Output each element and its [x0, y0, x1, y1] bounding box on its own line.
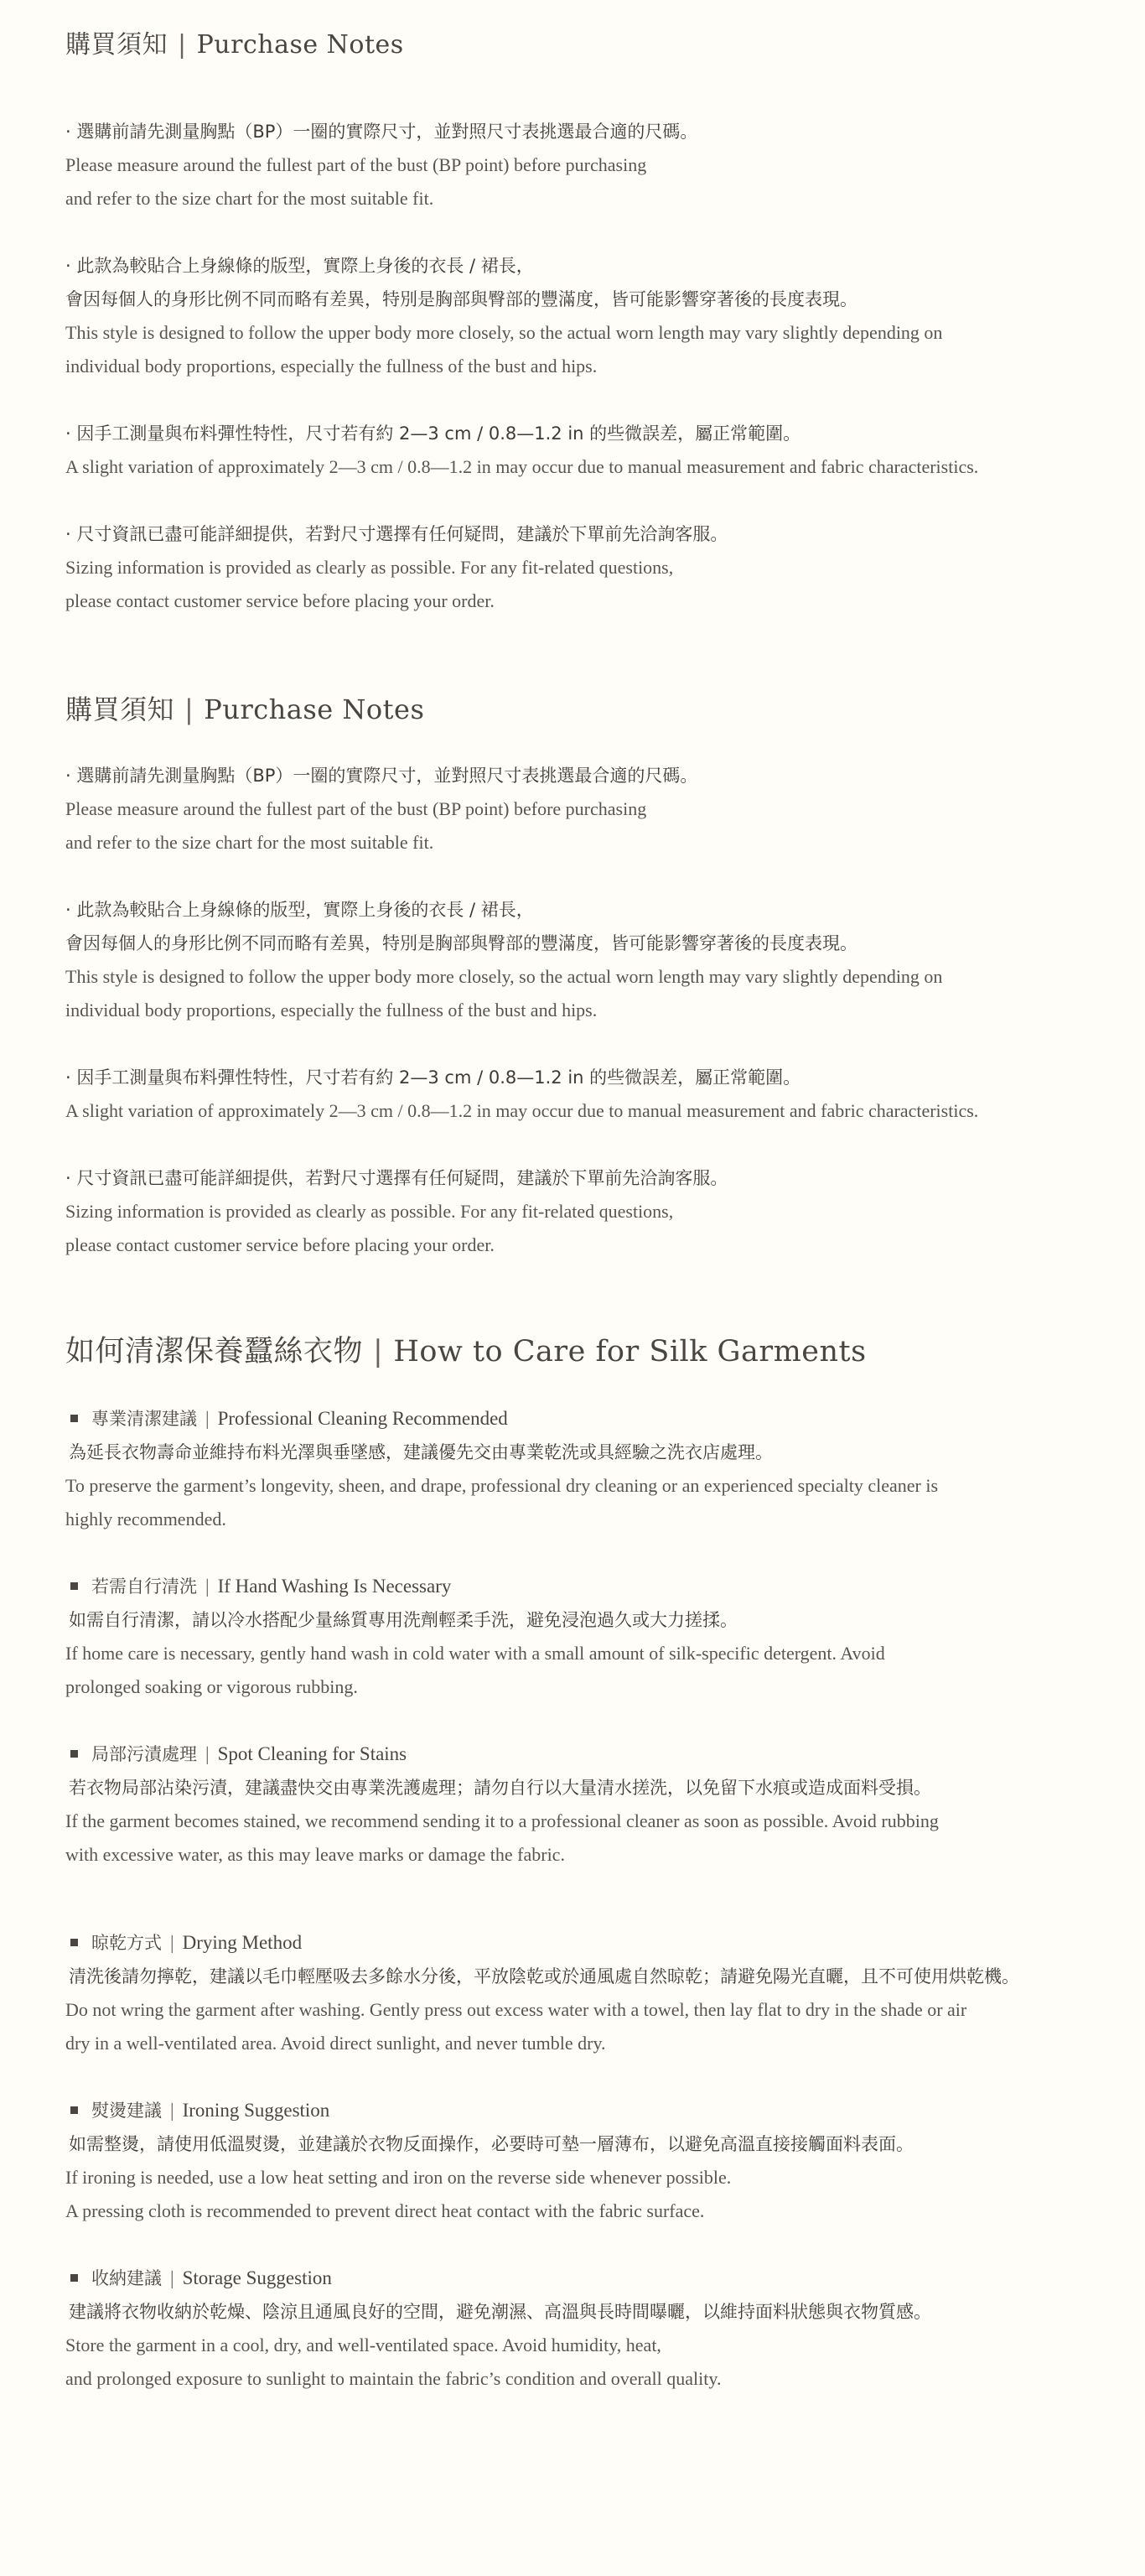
care-heading-zh: 若需自行清洗 — [91, 1576, 197, 1597]
note-line: please contact customer service before placing your order. — [65, 590, 495, 611]
care-heading-en: Storage Suggestion — [182, 2267, 332, 2288]
care-guide-title — [65, 1335, 867, 1368]
care-heading-separator: | — [205, 1408, 210, 1429]
care-text-en: If home care is necessary, gently hand wash in cold water with a small amount of silk-specific detergent. Avoid — [65, 1643, 885, 1664]
care-section-body — [65, 1771, 1130, 1872]
title-en: Purchase Notes — [196, 30, 404, 60]
note-line: 會因每個人的身形比例不同而略有差異，特別是胸部與臀部的豐滿度，皆可能影響穿著後的長度表現。 — [65, 289, 857, 309]
note-line: · 因手工測量與布料彈性特性，尺寸若有約 2—3 cm / 0.8—1.2 in 的些微誤差，屬正常範圍。 — [65, 423, 801, 444]
care-heading-zh: 收納建議 — [91, 2268, 162, 2288]
title-separator: | — [178, 30, 187, 60]
care-text-en: If the garment becomes stained, we recommend sending it to a professional cleaner as soon as possible. Avoid rubbing — [65, 1810, 939, 1831]
title-zh: 購買須知 — [65, 693, 175, 725]
note-line: and refer to the size chart for the most suitable fit. — [65, 832, 434, 853]
title-en: How to Care for Silk Garments — [393, 1335, 867, 1368]
purchase-note-item — [65, 893, 1130, 1027]
purchase-notes-title-2 — [65, 693, 424, 726]
care-section-body — [65, 1960, 1130, 2060]
note-line: This style is designed to follow the upper body more closely, so the actual worn length may vary slightly depending on — [65, 322, 943, 343]
note-line: · 選購前請先測量胸點（BP）一圈的實際尺寸，並對照尺寸表挑選最合適的尺碼。 — [65, 122, 698, 142]
square-bullet-icon — [70, 1582, 78, 1590]
care-heading-en: Ironing Suggestion — [182, 2100, 330, 2121]
care-heading-en: Professional Cleaning Recommended — [217, 1408, 508, 1429]
care-section-body — [65, 2127, 1130, 2228]
note-line: Please measure around the fullest part of the bust (BP point) before purchasing — [65, 798, 647, 819]
title-separator: | — [373, 1335, 384, 1368]
square-bullet-icon — [70, 2274, 78, 2282]
purchase-note-item — [65, 759, 1130, 860]
note-line: This style is designed to follow the upper body more closely, so the actual worn length may vary slightly depending on — [65, 966, 943, 987]
care-text-en: A pressing cloth is recommended to prevent direct heat contact with the fabric surface. — [65, 2200, 705, 2221]
note-line: · 尺寸資訊已盡可能詳細提供，若對尺寸選擇有任何疑問，建議於下單前先洽詢客服。 — [65, 524, 728, 544]
care-text-zh: 如需整燙，請使用低溫熨燙，並建議於衣物反面操作，必要時可墊一層薄布，以避免高溫直接接觸面料表面。 — [69, 2134, 914, 2154]
title-en: Purchase Notes — [204, 693, 425, 725]
note-line: Sizing information is provided as clearly as possible. For any fit-related questions, — [65, 557, 674, 578]
note-line: individual body proportions, especially the fullness of the bust and hips. — [65, 1000, 598, 1021]
care-section-body — [65, 1603, 1130, 1704]
purchase-note-item — [65, 1061, 1130, 1128]
purchase-note-item — [65, 115, 1130, 216]
note-line: · 因手工測量與布料彈性特性，尺寸若有約 2—3 cm / 0.8—1.2 in 的些微誤差，屬正常範圍。 — [65, 1067, 801, 1088]
purchase-note-item — [65, 249, 1130, 383]
care-section-heading — [65, 2094, 329, 2127]
care-text-zh: 若衣物局部沾染污漬，建議盡快交由專業洗護處理；請勿自行以大量清水搓洗，以免留下水痕或造成面料受損。 — [69, 1778, 931, 1798]
title-separator: | — [184, 693, 194, 725]
care-heading-zh: 局部污漬處理 — [91, 1744, 197, 1764]
note-line: 會因每個人的身形比例不同而略有差異，特別是胸部與臀部的豐滿度，皆可能影響穿著後的長度表現。 — [65, 933, 857, 953]
care-text-zh: 清洗後請勿擰乾，建議以毛巾輕壓吸去多餘水分後，平放陰乾或於通風處自然晾乾；請避免陽光直曬，且不可使用烘乾機。 — [69, 1966, 1019, 1987]
note-line: · 此款為較貼合上身線條的版型，實際上身後的衣長 / 裙長， — [65, 256, 534, 276]
square-bullet-icon — [70, 1415, 78, 1422]
purchase-note-item — [65, 417, 1130, 484]
purchase-note-item — [65, 1161, 1130, 1262]
purchase-notes-title-1 — [65, 29, 404, 62]
note-line: Sizing information is provided as clearly as possible. For any fit-related questions, — [65, 1201, 674, 1222]
care-heading-separator: | — [205, 1743, 210, 1764]
care-section-heading — [65, 1402, 508, 1436]
care-heading-zh: 專業清潔建議 — [91, 1409, 197, 1429]
title-zh: 如何清潔保養蠶絲衣物 — [65, 1335, 364, 1368]
care-heading-en: Spot Cleaning for Stains — [217, 1743, 407, 1764]
note-line: · 尺寸資訊已盡可能詳細提供，若對尺寸選擇有任何疑問，建議於下單前先洽詢客服。 — [65, 1168, 728, 1188]
care-section-body — [65, 2295, 1130, 2396]
purchase-note-item — [65, 517, 1130, 618]
care-text-en: and prolonged exposure to sunlight to maintain the fabric’s condition and overall quality. — [65, 2368, 722, 2389]
care-heading-en: Drying Method — [182, 1932, 303, 1953]
care-heading-separator: | — [170, 1932, 174, 1953]
care-text-zh: 建議將衣物收納於乾燥、陰涼且通風良好的空間，避免潮濕、高溫與長時間曝曬，以維持面料狀態與衣物質感。 — [69, 2302, 931, 2322]
care-section-heading — [65, 1737, 407, 1771]
care-heading-separator: | — [170, 2267, 174, 2288]
note-line: individual body proportions, especially the fullness of the bust and hips. — [65, 356, 598, 377]
care-text-en: If ironing is needed, use a low heat setting and iron on the reverse side whenever possible. — [65, 2167, 732, 2188]
note-line: please contact customer service before placing your order. — [65, 1234, 495, 1255]
square-bullet-icon — [70, 1750, 78, 1758]
care-heading-zh: 晾乾方式 — [91, 1933, 162, 1953]
note-line: Please measure around the fullest part of the bust (BP point) before purchasing — [65, 154, 647, 175]
care-heading-en: If Hand Washing Is Necessary — [217, 1576, 452, 1597]
care-heading-separator: | — [205, 1576, 210, 1597]
note-line: · 此款為較貼合上身線條的版型，實際上身後的衣長 / 裙長， — [65, 900, 534, 920]
care-text-en: Do not wring the garment after washing. Gently press out excess water with a towel, then lay flat to dry in the shade or air — [65, 1999, 967, 2020]
care-text-en: prolonged soaking or vigorous rubbing. — [65, 1676, 358, 1697]
care-section-body — [65, 1436, 1130, 1536]
square-bullet-icon — [70, 1939, 78, 1946]
care-text-zh: 如需自行清潔，請以冷水搭配少量絲質專用洗劑輕柔手洗，避免浸泡過久或大力搓揉。 — [69, 1610, 738, 1630]
care-heading-separator: | — [170, 2100, 174, 2121]
care-text-en: with excessive water, as this may leave marks or damage the fabric. — [65, 1844, 565, 1865]
note-line: · 選購前請先測量胸點（BP）一圈的實際尺寸，並對照尺寸表挑選最合適的尺碼。 — [65, 766, 698, 786]
care-heading-zh: 熨燙建議 — [91, 2101, 162, 2121]
care-text-en: highly recommended. — [65, 1509, 226, 1530]
care-section-heading — [65, 1926, 302, 1960]
care-text-en: To preserve the garment’s longevity, sheen, and drape, professional dry cleaning or an experienced specialty cleaner is — [65, 1475, 939, 1496]
care-text-zh: 為延長衣物壽命並維持布料光澤與垂墜感，建議優先交由專業乾洗或具經驗之洗衣店處理。 — [69, 1442, 773, 1462]
care-text-en: Store the garment in a cool, dry, and well-ventilated space. Avoid humidity, heat, — [65, 2334, 661, 2355]
care-section-heading — [65, 1570, 451, 1603]
care-text-en: dry in a well-ventilated area. Avoid direct sunlight, and never tumble dry. — [65, 2033, 606, 2054]
note-line: A slight variation of approximately 2—3 cm / 0.8—1.2 in may occur due to manual measurement and fabric characteristics. — [65, 456, 979, 477]
note-line: A slight variation of approximately 2—3 cm / 0.8—1.2 in may occur due to manual measurement and fabric characteristics. — [65, 1100, 979, 1121]
note-line: and refer to the size chart for the most suitable fit. — [65, 188, 434, 209]
title-zh: 購買須知 — [65, 30, 168, 60]
care-section-heading — [65, 2262, 332, 2295]
square-bullet-icon — [70, 2106, 78, 2114]
